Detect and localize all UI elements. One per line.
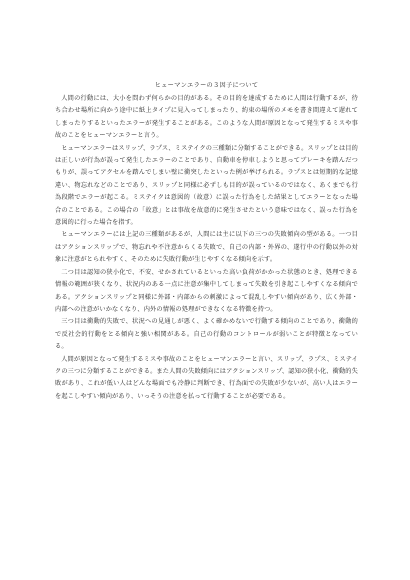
paragraph-action-slip: ヒューマンエラーには上記の三種類があるが、人間には主に以下の三つの失敗傾向の型がある。一つ目はアクションスリップで、物忘れや不注意からくる失敗で、自己の内部・外界の、遂行中の行動以外の対象に注意がとられやすく、そのために失敗行動が生じやすくなる傾向を示す。: [55, 231, 358, 264]
paragraph-conclusion: 人間が原因となって発生するミスや事故のことをヒューマンエラーと言い、スリップ、ラプス、ミステイクの三つに分類することができる。また人間の失敗傾向にはアクションスリップ、認知の狭小化、衝動的失敗があり、これが低い人はどんな場面でも冷静に判断でき、行為面での失敗が少ないが、高い人はエラーを起こしやすい傾向があり、いっそうの注意を払って行動することが必要である。: [55, 355, 358, 400]
paragraph-error-types: ヒューマンエラーはスリップ、ラプス、ミステイクの三種類に分類することができる。スリップとは目的は正しいが行為が誤って発生したエラーのことであり、自動車を停車しようと思ってブレーキを踏んだつもりが、誤ってアクセルを踏んでしまい壁に衝突したといった例が挙げられる。ラプスとは短期的な記憶違い、物忘れなどのことであり、スリップと同様に必ずしも目的が誤っているのではなく、あくまでも行為段階でエラーが起こる。ミステイクは意図的（故意）に誤った行為をした結果としてエラーとなった場合のことである。この場合の「故意」とは事故を故意的に発生させたという意味ではなく、誤った行為を意図的に行った場合を指す。: [55, 144, 358, 227]
paragraph-impulsive-failure: 三つ目は衝動的失敗で、状況への見通しが悪く、よく確かめないで行動する傾向のことであり、衝動的で反社会的行動をとる傾向と強い相関がある。自己の行動のコントロールが弱いことが特徴となっている。: [55, 318, 358, 351]
paragraph-intro: 人間の行動には、大小を問わず何らかの目的がある。その目的を達成するために人間は行動するが、待ち合わせ場所に向かう途中に紙上タイプに見入ってしまったり、約束の場所のメモを書き間違えて遅れてしまったりするといったエラーが発生することがある。このような人間が原因となって発生するミスや事故のことをヒューマンエラーと言う。: [55, 95, 358, 140]
document-title: ヒューマンエラーの３因子について: [154, 82, 259, 89]
paragraph-cognitive-narrowing: 二つ目は認知の狭小化で、不安、せかされているといった高い負荷がかかった状態のとき、処理できる情報の範囲が狭くなり、状況内のある一点に注意が集中してしまって失敗を引き起こしやすくなる傾向である。アクションスリップと同様に外部・内部からの刺激によって混乱しやすい傾向があり、広く外部・内部への注意がいかなくなり、内外の情報の処理ができなくなる特徴を持つ。: [55, 268, 358, 313]
